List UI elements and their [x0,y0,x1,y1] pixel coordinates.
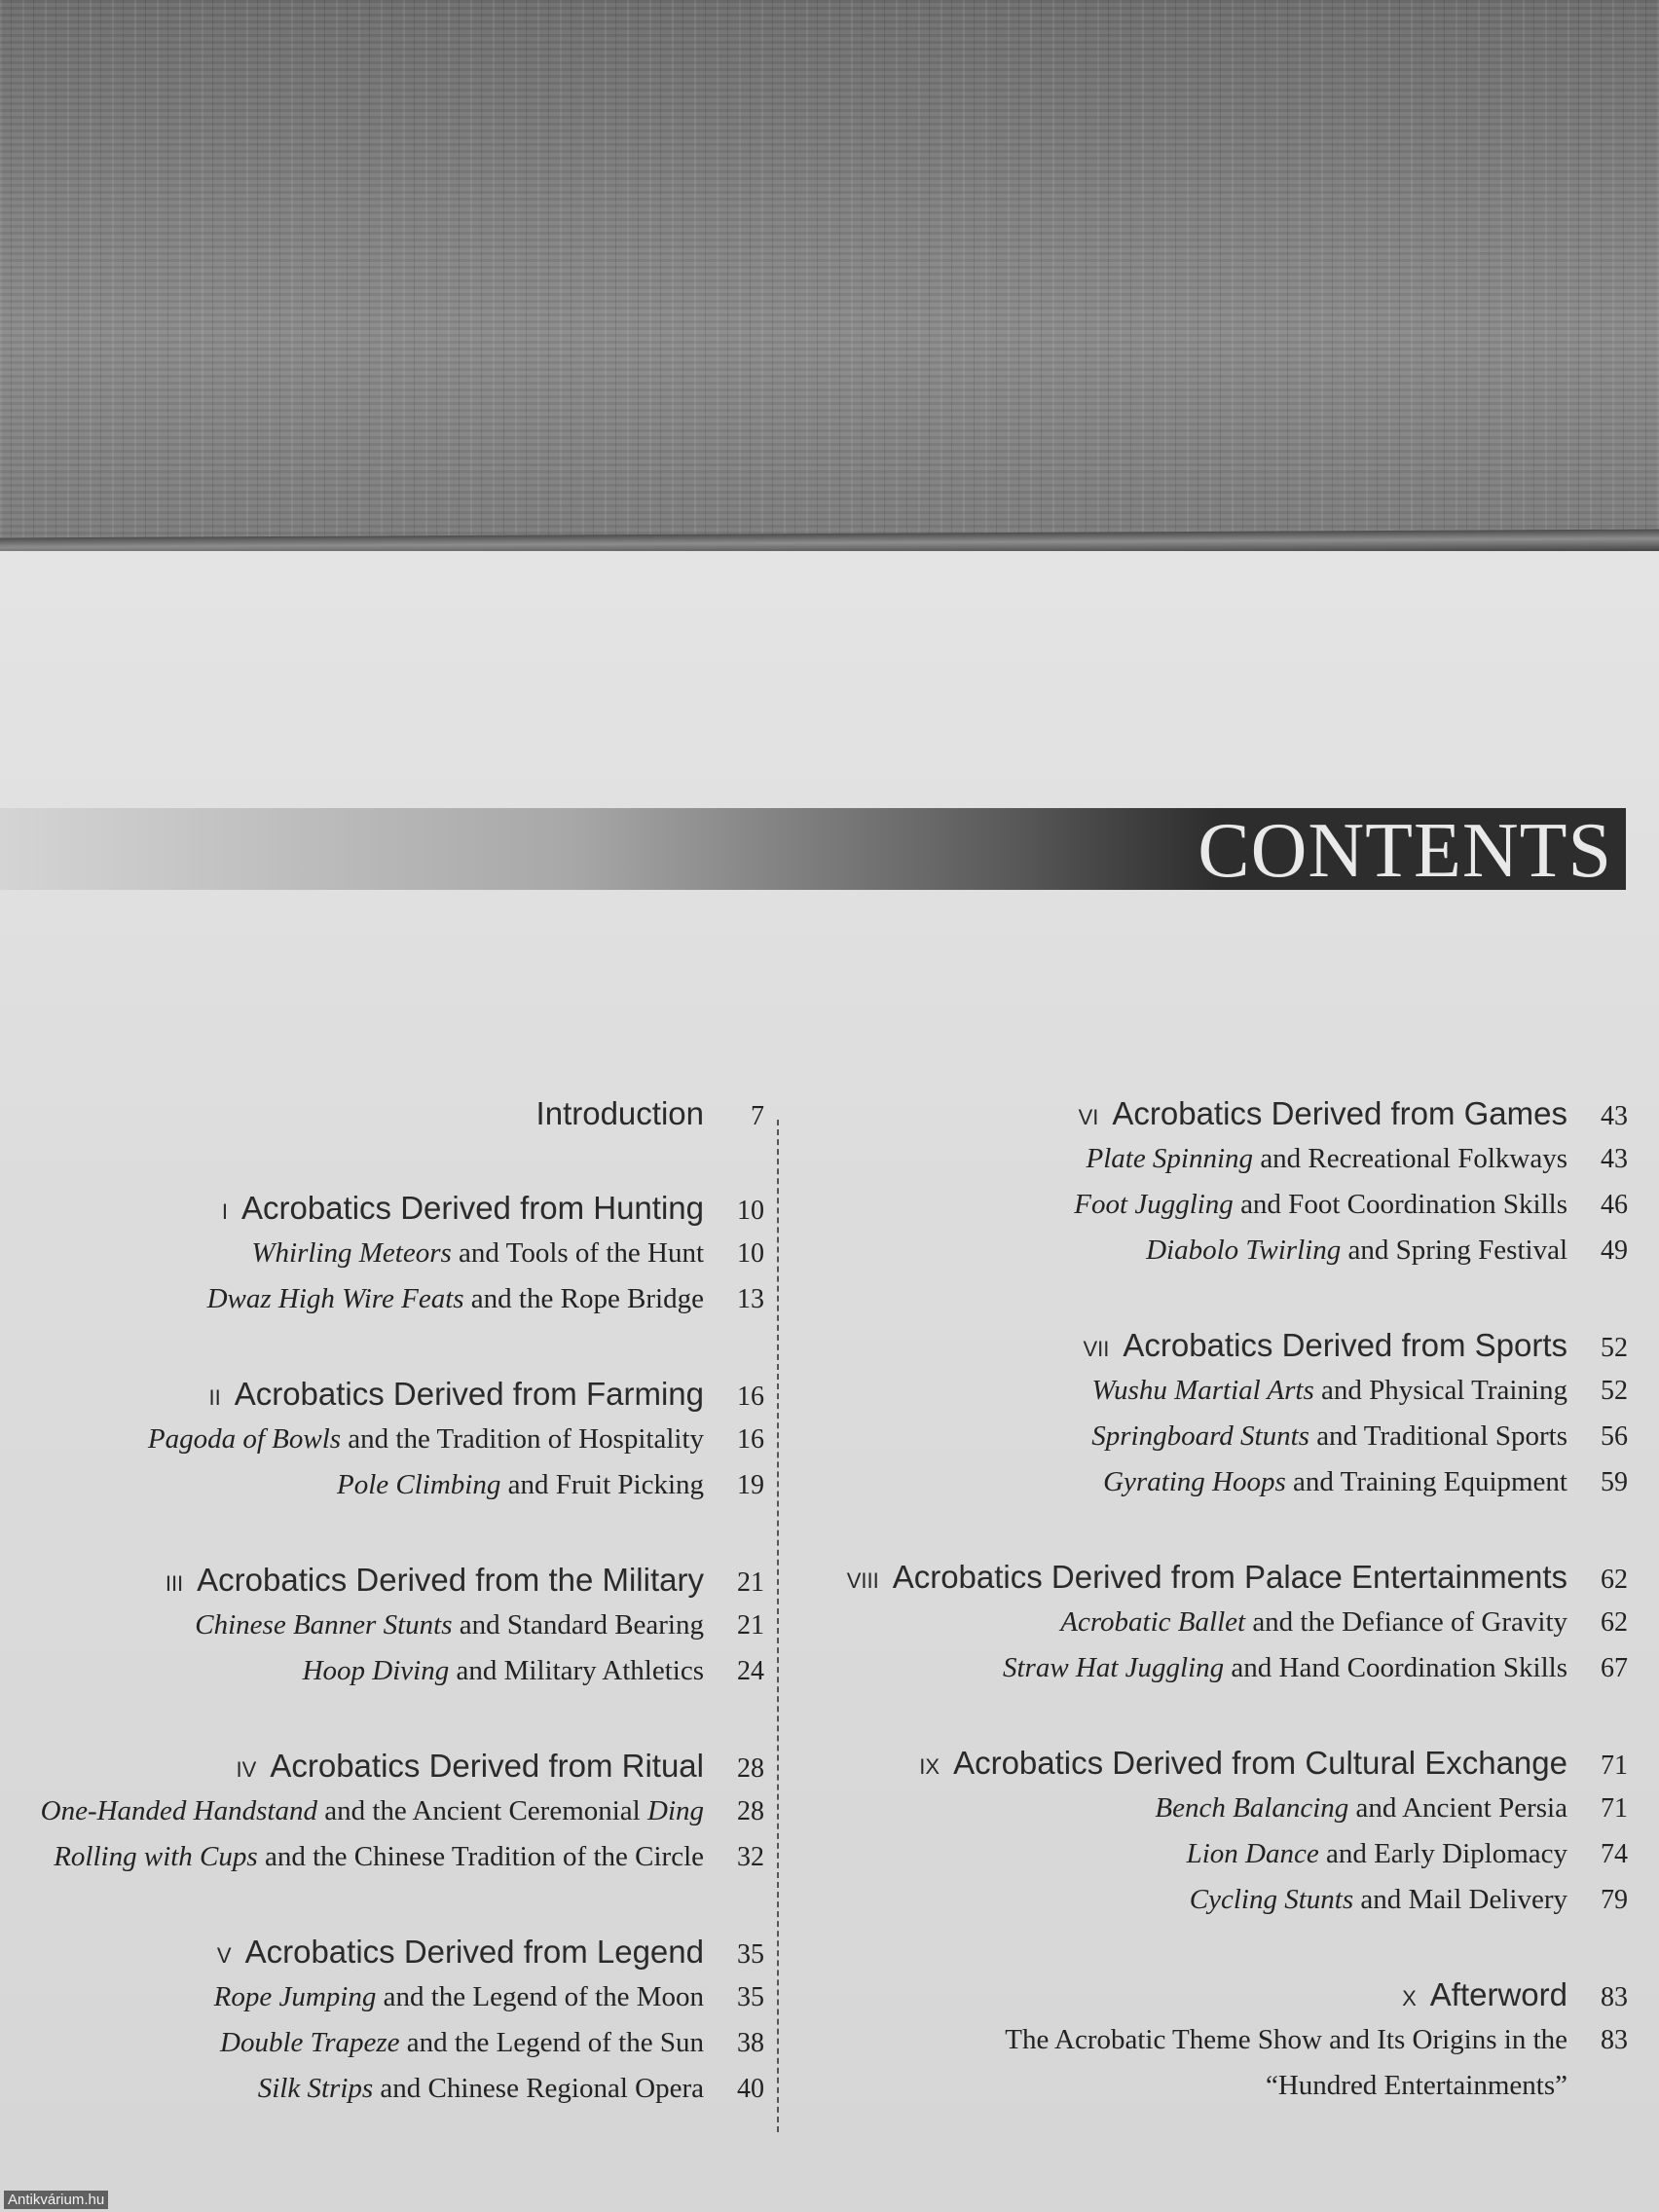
entry-page-number: 24 [737,1656,764,1686]
entry-description: and Spring Festival [1341,1235,1567,1266]
entry-description: and Ancient Persia [1348,1792,1567,1824]
entry-description: The Acrobatic Theme Show and Its Origins in the [1005,2024,1567,2055]
entry-description: and Tools of the Hunt [451,1237,704,1269]
entry-page-number: 40 [737,2074,764,2104]
chapter-heading: Acrobatics Derived from Sports [1123,1327,1567,1363]
toc-entry-text [1086,1136,1567,1182]
toc-heading-row [0,1557,764,1603]
entry-page-number: 10 [737,1238,764,1269]
entry-description: and the Defiance of Gravity [1245,1606,1567,1638]
toc-entry-text [207,1276,704,1322]
entry-italic-title: One-Handed Handstand [40,1795,317,1826]
entry-italic-title: Lion Dance [1186,1838,1319,1869]
toc-heading-row [779,1090,1628,1136]
chapter-heading: Acrobatics Derived from Hunting [240,1190,704,1226]
toc-entry-text [1190,1877,1567,1923]
toc-entry-row [0,2066,764,2112]
entry-description: and Training Equipment [1285,1466,1567,1497]
entry-description: and Recreational Folkways [1253,1143,1567,1174]
toc-entry-text [1103,1459,1567,1505]
chapter-heading: Acrobatics Derived from Cultural Exchange [953,1745,1567,1781]
entry-description: and Foot Coordination Skills [1233,1189,1567,1220]
entry-italic-title: Springboard Stunts [1091,1420,1309,1452]
chapter-numeral: V [216,1943,232,1968]
entry-italic-title: Straw Hat Juggling [1003,1652,1225,1683]
toc-heading-row [0,1743,764,1788]
entry-description: and Military Athletics [449,1655,704,1686]
toc-heading-row [779,1972,1628,2017]
toc-entry-text [1187,1831,1567,1877]
entry-italic-title: Acrobatic Ballet [1060,1606,1246,1638]
toc-entry-text [41,1788,704,1834]
entry-italic-title: Gyrating Hoops [1103,1466,1286,1497]
chapter-heading: Acrobatics Derived from Farming [234,1376,704,1412]
toc-entry-text [303,1648,704,1694]
entry-page-number: 28 [737,1796,764,1826]
toc-section [779,1322,1628,1505]
toc-entry-row [0,2020,764,2066]
toc-heading-row [779,1322,1628,1368]
entry-description: and the Rope Bridge [463,1283,704,1314]
chapter-numeral: IX [919,1754,940,1779]
entry-italic-title: Rope Jumping [213,1981,377,2012]
toc-entry-text [1091,1414,1567,1459]
toc-entry-text [195,1603,704,1648]
toc-right-column [779,1090,1628,2157]
entry-page-number: 67 [1601,1653,1628,1683]
toc-section [779,1972,1628,2109]
toc-entry-text [1060,1600,1567,1645]
toc-entry-row [779,1877,1628,1923]
chapter-numeral: II [208,1385,221,1410]
entry-page-number: 43 [1601,1144,1628,1174]
entry-description: and Early Diplomacy [1318,1838,1567,1869]
entry-page-number: 52 [1601,1376,1628,1406]
entry-italic-title: Pole Climbing [337,1469,501,1500]
chapter-page-number: 43 [1601,1101,1628,1131]
toc-heading-row [0,1185,764,1231]
toc-entry-row [779,1786,1628,1831]
chapter-heading: Acrobatics Derived from Legend [244,1934,704,1970]
toc-entry-text [1155,1786,1567,1831]
toc-entry-row [779,1600,1628,1645]
contents-title: CONTENTS [1198,808,1612,894]
toc-entry-row [0,1417,764,1462]
chapter-page-number: 7 [751,1101,764,1131]
toc-heading-row [779,1740,1628,1786]
toc-section [0,1371,764,1508]
entry-italic-title: Plate Spinning [1086,1143,1254,1174]
entry-description: and Physical Training [1313,1375,1567,1406]
toc-section [0,1929,764,2112]
toc-entry-row [0,1974,764,2020]
entry-description: and Standard Bearing [452,1609,704,1641]
entry-page-number: 19 [737,1470,764,1500]
toc-entry-text [148,1417,704,1462]
entry-page-number: 16 [737,1424,764,1455]
toc-entry-text [54,1834,704,1880]
toc-entry-text [214,1974,704,2020]
chapter-heading: Acrobatics Derived from the Military [197,1562,704,1598]
entry-description: and Traditional Sports [1309,1420,1567,1452]
entry-page-number: 38 [737,2028,764,2058]
entry-italic-title: Rolling with Cups [54,1841,258,1872]
toc-entry-text [251,1231,704,1276]
entry-description: “Hundred Entertainments” [1265,2070,1567,2101]
toc-entry-row [0,1603,764,1648]
entry-page-number: 56 [1601,1421,1628,1452]
entry-page-number: 74 [1601,1839,1628,1869]
chapter-heading: Acrobatics Derived from Games [1112,1095,1567,1131]
toc-entry-row [779,1414,1628,1459]
entry-page-number: 32 [737,1842,764,1872]
toc-section [779,1740,1628,1923]
chapter-page-number: 71 [1601,1751,1628,1781]
entry-page-number: 71 [1601,1793,1628,1824]
entry-description: and Hand Coordination Skills [1224,1652,1567,1683]
toc-entry-row [779,2063,1628,2109]
chapter-heading: Introduction [535,1095,704,1131]
toc-entry-row [779,1831,1628,1877]
entry-italic-title: Foot Juggling [1074,1189,1234,1220]
entry-description: and the Ancient Ceremonial [316,1795,647,1826]
chapter-heading: Afterword [1429,1976,1567,2012]
toc-section [0,1090,764,1136]
toc-section [779,1554,1628,1691]
chapter-page-number: 16 [737,1382,764,1412]
entry-description: and Mail Delivery [1353,1884,1567,1915]
toc-entry-row [0,1231,764,1276]
entry-italic-title: Bench Balancing [1155,1792,1349,1824]
toc-entry-row [0,1788,764,1834]
toc-entry-text [258,2066,704,2112]
toc-entry-text [337,1462,704,1508]
chapter-heading: Acrobatics Derived from Ritual [270,1748,704,1784]
toc-entry-row [779,1645,1628,1691]
wood-surface-background [0,0,1659,555]
chapter-page-number: 83 [1601,1982,1628,2012]
entry-page-number: 79 [1601,1885,1628,1915]
toc-entry-text [1092,1368,1568,1414]
toc-section [0,1743,764,1880]
toc-section [779,1090,1628,1273]
chapter-numeral: VI [1078,1105,1099,1129]
chapter-page-number: 10 [737,1196,764,1226]
chapter-page-number: 52 [1601,1333,1628,1363]
entry-italic-title: Cycling Stunts [1189,1884,1354,1915]
entry-page-number: 49 [1601,1235,1628,1266]
toc-entry-row [0,1834,764,1880]
entry-italic-title: Diabolo Twirling [1146,1235,1342,1266]
toc-entry-row [779,1136,1628,1182]
entry-page-number: 46 [1601,1190,1628,1220]
toc-entry-text [220,2020,704,2066]
toc-entry-row [0,1648,764,1694]
entry-italic-title: Whirling Meteors [251,1237,452,1269]
toc-entry-row [779,1368,1628,1414]
toc-entry-row [0,1462,764,1508]
entry-page-number: 83 [1601,2025,1628,2055]
chapter-heading: Acrobatics Derived from Palace Entertainments [892,1559,1567,1595]
toc-section [0,1557,764,1694]
entry-italic-title: Pagoda of Bowls [147,1423,342,1455]
chapter-page-number: 28 [737,1753,764,1784]
toc-entry-row [779,1459,1628,1505]
toc-entry-row [779,1228,1628,1273]
watermark: Antikvárium.hu [4,2191,108,2209]
toc-entry-row [0,1276,764,1322]
chapter-page-number: 21 [737,1567,764,1598]
toc-entry-text [1266,2063,1567,2109]
entry-italic-title: Chinese Banner Stunts [195,1609,453,1641]
entry-description: and the Legend of the Moon [376,1981,704,2012]
toc-left-column [0,1090,764,2160]
toc-entry-text [1074,1182,1567,1228]
entry-description: and the Tradition of Hospitality [341,1423,704,1455]
entry-description: and the Chinese Tradition of the Circle [257,1841,704,1872]
chapter-numeral: I [221,1199,228,1224]
toc-heading-row [0,1371,764,1417]
toc-entry-text [1005,2017,1567,2063]
entry-page-number: 13 [737,1284,764,1314]
chapter-page-number: 35 [737,1939,764,1970]
entry-page-number: 21 [737,1610,764,1641]
chapter-numeral: X [1402,1986,1417,2010]
toc-heading-row [779,1554,1628,1600]
toc-entry-row [779,1182,1628,1228]
contents-banner [0,808,1626,894]
entry-page-number: 59 [1601,1467,1628,1497]
entry-description: and the Legend of the Sun [399,2027,704,2058]
entry-italic-title: Wushu Martial Arts [1091,1375,1314,1406]
entry-page-number: 62 [1601,1607,1628,1638]
entry-italic-title: Silk Strips [257,2073,374,2104]
entry-italic-title: Double Trapeze [220,2027,400,2058]
toc-heading-row [0,1929,764,1974]
toc-entry-row [779,2017,1628,2063]
chapter-numeral: IV [236,1757,257,1782]
toc-section [0,1185,764,1322]
chapter-page-number: 62 [1601,1565,1628,1595]
entry-page-number: 35 [737,1982,764,2012]
entry-italic-title: Dwaz High Wire Feats [206,1283,464,1314]
chapter-numeral: VII [1083,1337,1110,1361]
entry-italic-word: Ding [647,1795,704,1826]
toc-entry-text [1146,1228,1567,1273]
toc-entry-text [1003,1645,1567,1691]
chapter-numeral: III [165,1571,184,1596]
entry-description: and Chinese Regional Opera [373,2073,704,2104]
chapter-numeral: VIII [846,1568,879,1593]
entry-description: and Fruit Picking [500,1469,704,1500]
toc-heading-row [0,1090,764,1136]
entry-italic-title: Hoop Diving [302,1655,450,1686]
